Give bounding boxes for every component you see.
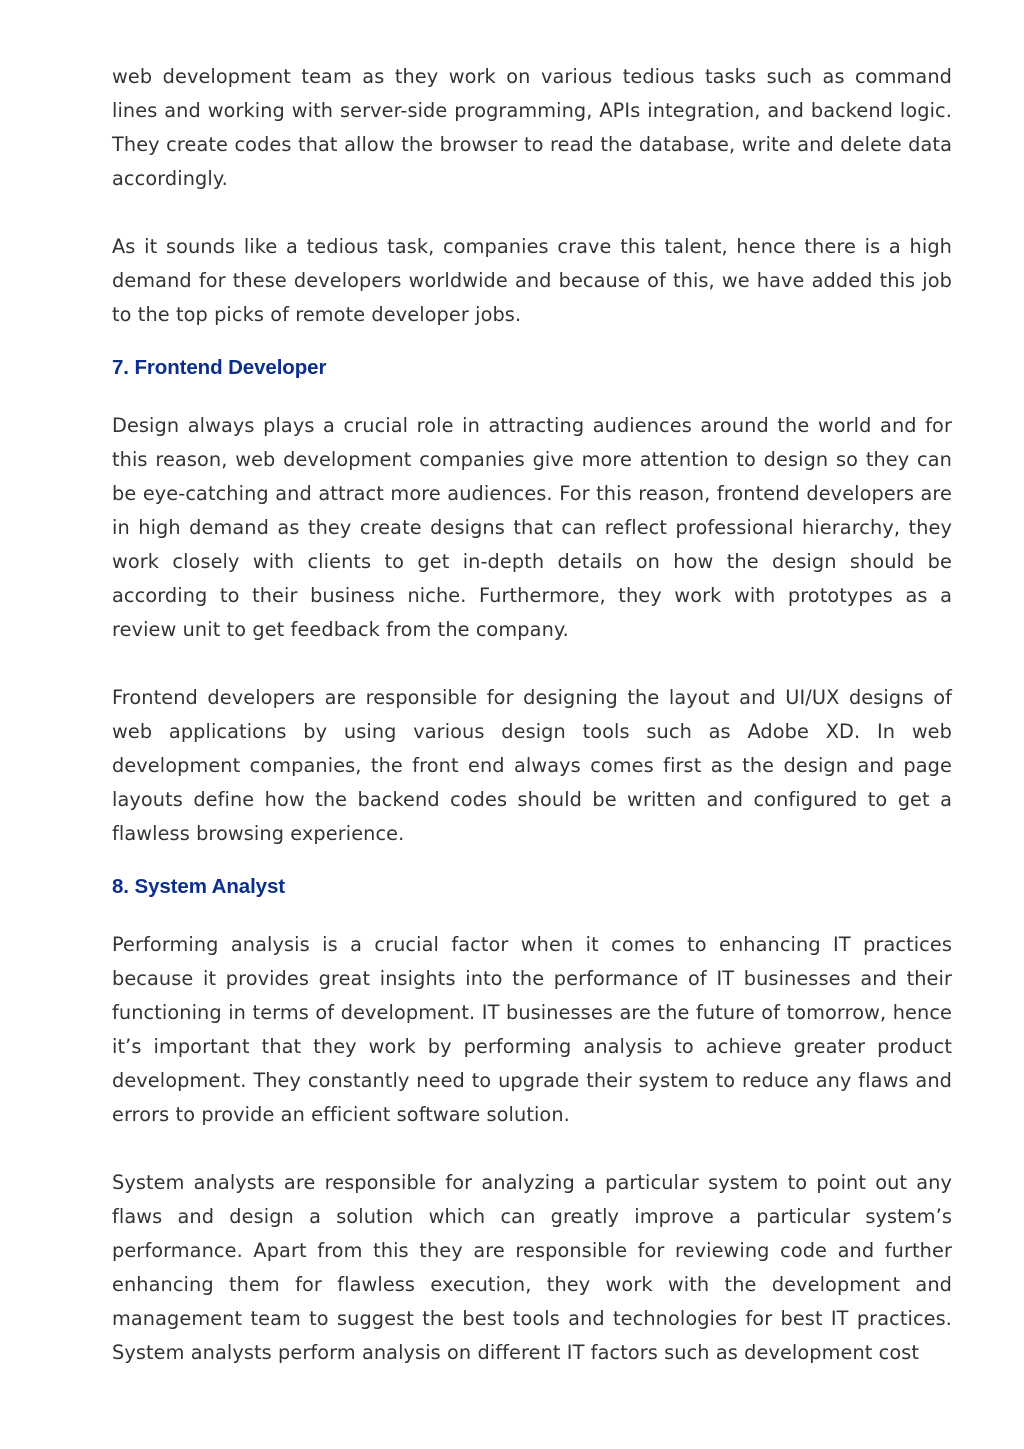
analyst-paragraph-2: System analysts are responsible for analyzing a particular system to point out any flaws and design a solution which can greatly improve a particular system’s performance. Apart from this they are responsible for reviewing code and further enhancing them for flawless execution, they work with the development and management team to suggest the best tools and technologies for best IT practices. System analysts perform analysis on different IT factors such as development cost bbox=[112, 1171, 952, 1364]
section-heading-system-analyst: 8. System Analyst bbox=[112, 875, 286, 898]
paragraph-spacer bbox=[112, 1132, 952, 1166]
analyst-paragraph-1: Performing analysis is a crucial factor when it comes to enhancing IT practices because it provides great insights into the performance of IT businesses and their functioning in terms of development. IT businesses are the future of tomorrow, hence it’s important that they work by performing analysis to achieve greater product development. They constantly need to upgrade their system to reduce any flaws and errors to provide an efficient software solution. bbox=[112, 933, 952, 1126]
intro-paragraph-1: web development team as they work on various tedious tasks such as command lines and working with server-side programming, APIs integration, and backend logic. They create codes that allow the browser to read the database, write and delete data accordingly. bbox=[112, 65, 952, 190]
frontend-paragraph-2: Frontend developers are responsible for designing the layout and UI/UX designs of web applications by using various design tools such as Adobe XD. In web development companies, the front end always comes first as the design and page layouts define how the backend codes should be written and configured to get a flawless browsing experience. bbox=[112, 686, 952, 845]
heading-spacer bbox=[112, 332, 952, 351]
section-heading-frontend-developer: 7. Frontend Developer bbox=[112, 356, 327, 379]
heading-spacer bbox=[112, 385, 952, 409]
paragraph-spacer bbox=[112, 196, 952, 230]
intro-paragraph-2: As it sounds like a tedious task, companies crave this talent, hence there is a high demand for these developers worldwide and because of this, we have added this job to the top picks of remote developer jobs. bbox=[112, 235, 952, 326]
paragraph-spacer bbox=[112, 647, 952, 681]
document-page bbox=[112, 60, 952, 1370]
frontend-paragraph-1: Design always plays a crucial role in attracting audiences around the world and for this reason, web development companies give more attention to design so they can be eye-catching and attract more audiences. For this reason, frontend developers are in high demand as they create designs that can reflect professional hierarchy, they work closely with clients to get in-depth details on how the design should be according to their business niche. Furthermore, they work with prototypes as a review unit to get feedback from the company. bbox=[112, 414, 952, 641]
heading-spacer bbox=[112, 904, 952, 928]
heading-spacer bbox=[112, 851, 952, 870]
